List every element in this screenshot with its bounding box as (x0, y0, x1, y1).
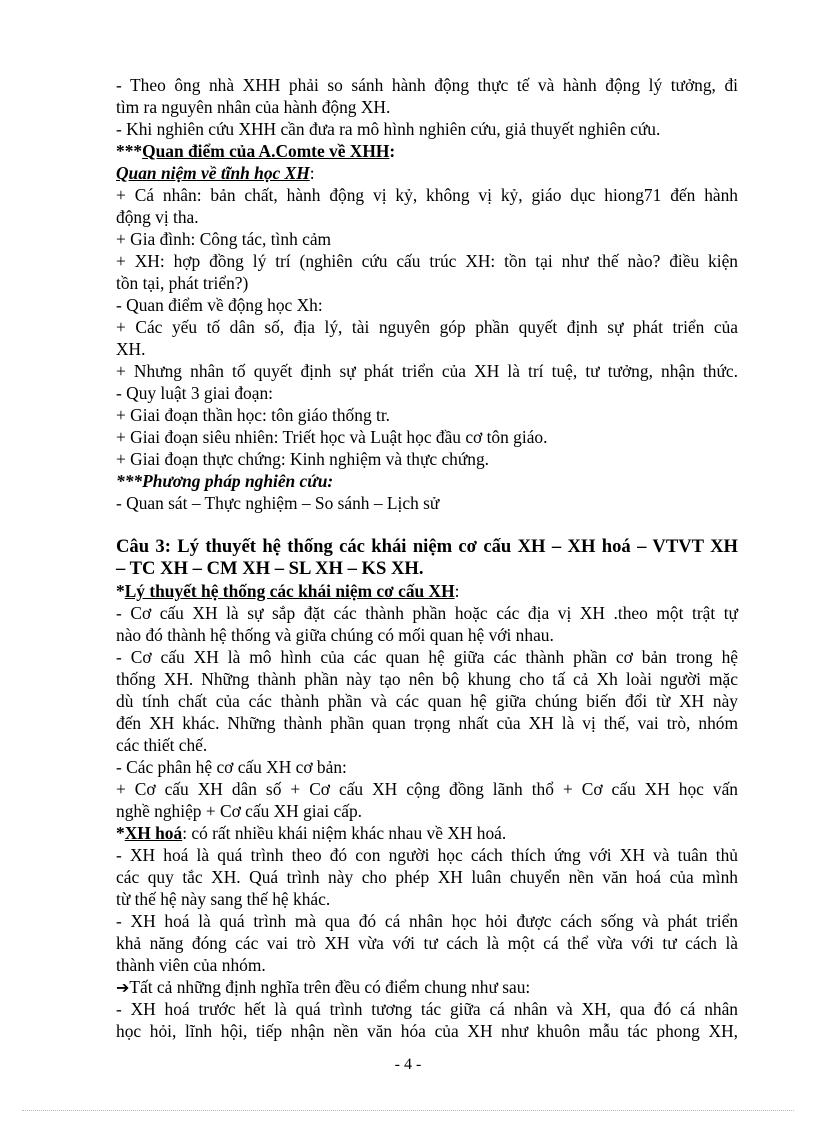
page-bottom-divider (22, 1110, 794, 1111)
text-line: + Cơ cấu XH dân số + Cơ cấu XH cộng đồng lãnh thổ + Cơ cấu XH học vấn (116, 779, 738, 799)
text-line: khả năng đóng các vai trò XH vừa với tư cách là một cá thể vừa với tư cách là (116, 933, 738, 953)
page-body (116, 74, 738, 1042)
text-line: + Gia đình: Công tác, tình cảm (116, 229, 332, 249)
text-line: tồn tại, phát triển?) (116, 273, 249, 293)
text-line: + Nhưng nhân tố quyết định sự phát triển của XH là trí tuệ, tư tưởng, nhận thức. (116, 361, 738, 381)
text-line: - Cơ cấu XH là mô hình của các quan hệ giữa các thành phần cơ bản trong hệ (116, 647, 738, 667)
text-line: các quy tắc XH. Quá trình này cho phép XH luân chuyển nền văn hoá của mình (116, 867, 738, 887)
text-line: XH. (116, 339, 146, 359)
text-line: - Khi nghiên cứu XHH cần đưa ra mô hình nghiên cứu, giả thuyết nghiên cứu. (116, 119, 661, 139)
blank-line (116, 514, 738, 536)
text-line: thống XH. Những thành phần này tạo nên bộ khung cho tấ cả Xh loài người mặc (116, 669, 738, 689)
question-heading-cont: – TC XH – CM XH – SL XH – KS XH. (116, 558, 424, 579)
page-number: - 4 - (394, 1056, 422, 1073)
question-heading: Câu 3: Lý thuyết hệ thống các khái niệm cơ cấu XH – XH hoá – VTVT XH (116, 536, 738, 557)
section-heading-comte: ***Quan điểm của A.Comte về XHH: (116, 141, 396, 161)
arrow-right-icon: ➔ (116, 978, 130, 997)
text-line: - Cơ cấu XH là sự sắp đặt các thành phần hoặc các địa vị XH .theo một trật tự (116, 603, 738, 623)
text-line: đến XH khác. Những thành phần quan trọng nhất của XH là vị thế, vai trò, nhóm (116, 713, 738, 733)
text-line: học hỏi, lĩnh hội, tiếp nhận nền văn hóa của XH như khuôn mẫu tác phong XH, (116, 1021, 738, 1041)
section-heading-socialization: *XH hoá: có rất nhiều khái niệm khác nhau về XH hoá. (116, 823, 507, 843)
text-line: - XH hoá trước hết là quá trình tương tác giữa cá nhân và XH, qua đó cá nhân (116, 999, 738, 1019)
text-line: nào đó thành hệ thống và giữa chúng có mối quan hệ với nhau. (116, 625, 554, 645)
text-line: - XH hoá là quá trình mà qua đó cá nhân học hỏi được cách sống và phát triển (116, 911, 738, 931)
text-line: nghề nghiệp + Cơ cấu XH giai cấp. (116, 801, 362, 821)
text-line: - XH hoá là quá trình theo đó con người học cách thích ứng với XH và tuân thủ (116, 845, 738, 865)
text-line: + Giai đoạn siêu nhiên: Triết học và Luật học đầu cơ tôn giáo. (116, 427, 548, 447)
text-line: thành viên của nhóm. (116, 955, 266, 975)
text-line: + XH: hợp đồng lý trí (nghiên cứu cấu trúc XH: tồn tại như thế nào? điều kiện (116, 251, 738, 271)
text-line: động vị tha. (116, 207, 199, 227)
text-line: + Cá nhân: bản chất, hành động vị kỷ, không vị kỷ, giáo dục hiong71 đến hành (116, 185, 738, 205)
text-line: - Theo ông nhà XHH phải so sánh hành động thực tế và hành động lý tưởng, đi (116, 75, 738, 95)
text-line: + Giai đoạn thực chứng: Kinh nghiệm và thực chứng. (116, 449, 490, 469)
text-line: - Quan điểm về động học Xh: (116, 295, 323, 315)
text-line: các thiết chế. (116, 735, 208, 755)
subheading-method: ***Phương pháp nghiên cứu: (116, 471, 334, 491)
subheading-static: Quan niệm về tĩnh học XH: (116, 163, 315, 183)
text-line: - Quy luật 3 giai đoạn: (116, 383, 273, 403)
text-line: + Các yếu tố dân số, địa lý, tài nguyên góp phần quyết định sự phát triển của (116, 317, 738, 337)
text-line: + Giai đoạn thần học: tôn giáo thống tr. (116, 405, 391, 425)
text-line: - Các phân hệ cơ cấu XH cơ bản: (116, 757, 347, 777)
text-line: tìm ra nguyên nhân của hành động XH. (116, 97, 391, 117)
text-line: dù tính chất của các thành phần và các quan hệ giữa chúng biến đổi từ XH này (116, 691, 738, 711)
text-line: - Quan sát – Thực nghiệm – So sánh – Lịch sử (116, 493, 440, 513)
conclusion-line: ➔Tất cả những định nghĩa trên đều có điểm chung như sau: (116, 977, 531, 997)
section-heading-structure: *Lý thuyết hệ thống các khái niệm cơ cấu XH: (116, 581, 460, 601)
text-line: từ thế hệ này sang thế hệ khác. (116, 889, 331, 909)
